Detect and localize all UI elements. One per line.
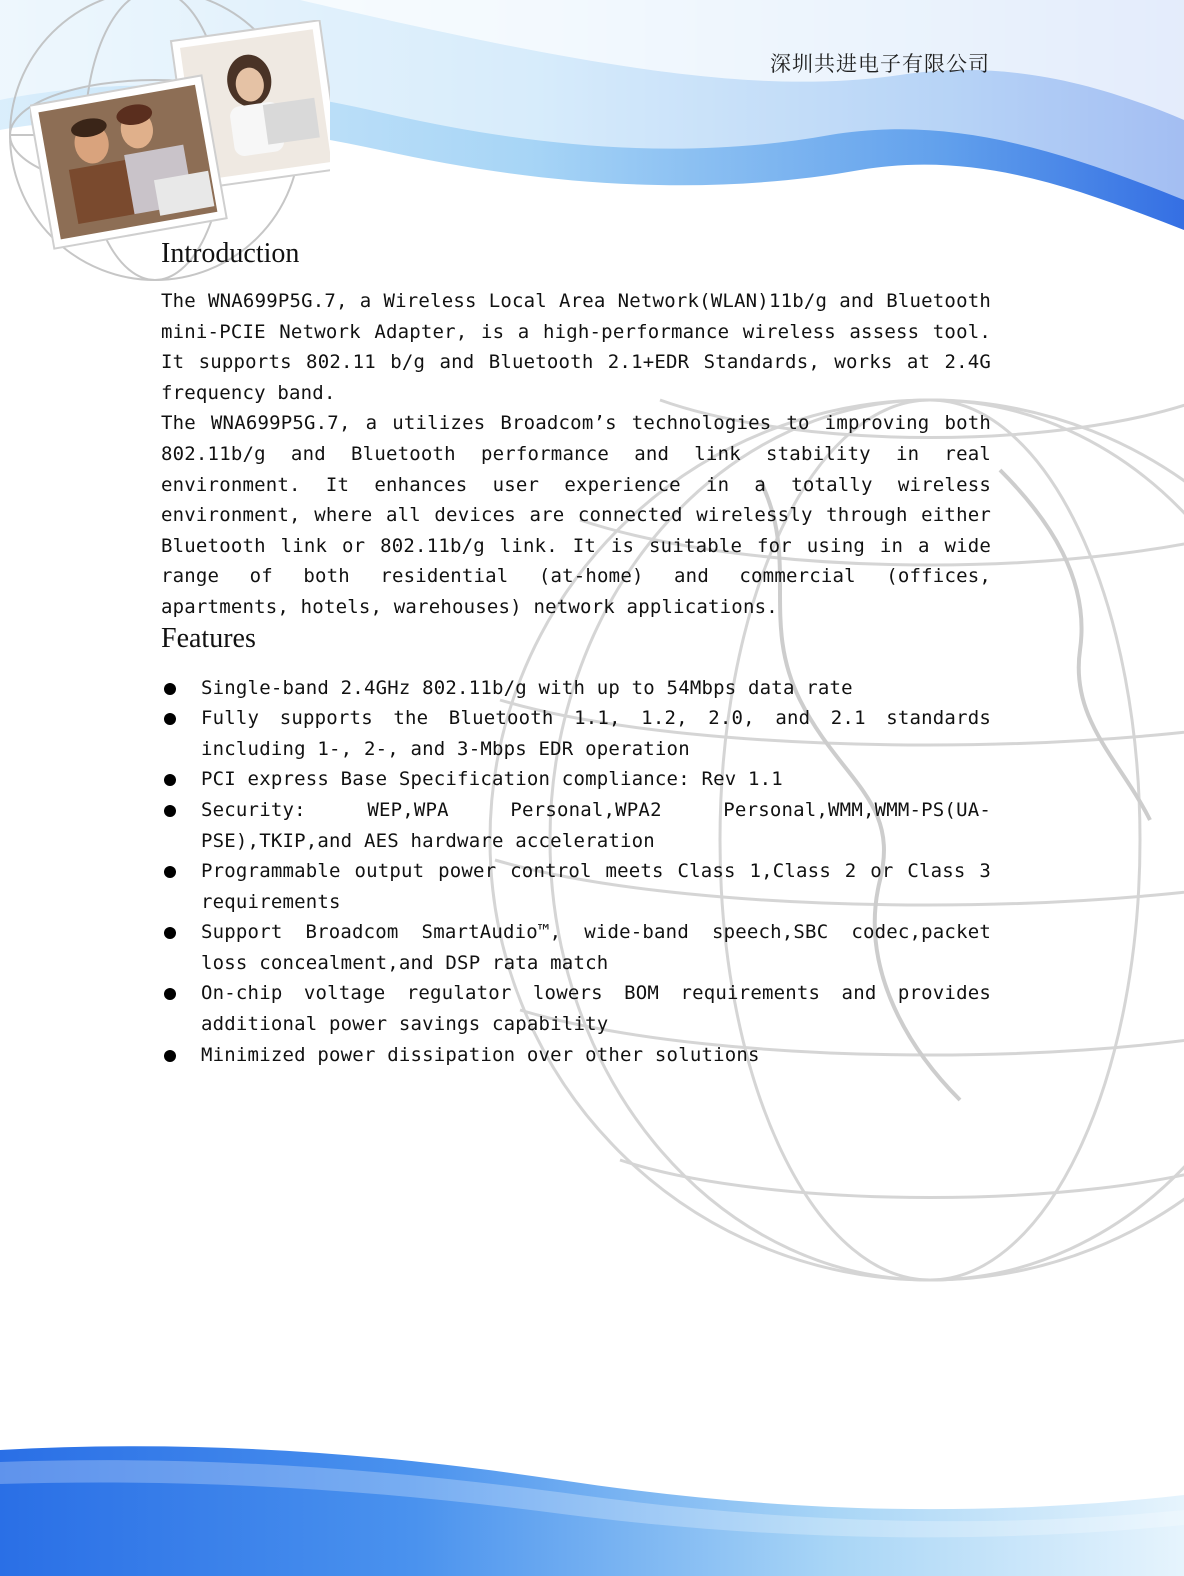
features-list: [161, 673, 991, 1071]
feature-text: Security: WEP,WPA Personal,WPA2 Personal,WMM,WMM-PS(UA-PSE),TKIP,and AES hardware acceleration: [201, 798, 991, 852]
feature-text: PCI express Base Specification compliance: Rev 1.1: [201, 768, 783, 791]
list-item: [161, 978, 991, 1039]
intro-paragraph-1: The WNA699P5G.7, a Wireless Local Area Network(WLAN)11b/g and Bluetooth mini-PCIE Network Adapter, is a high-performance wireless assess tool. It supports 802.11 b/g and Bluetooth 2.1+EDR Standards, works at 2.4G frequency band.: [161, 290, 991, 404]
bullet-icon: [164, 713, 176, 725]
list-item: [161, 917, 991, 978]
bottom-wave-band: [0, 1446, 1184, 1576]
list-item: [161, 764, 991, 795]
document-content: [161, 238, 991, 1070]
feature-text: Single-band 2.4GHz 802.11b/g with up to 54Mbps data rate: [201, 676, 853, 699]
feature-text: Fully supports the Bluetooth 1.1, 1.2, 2.0, and 2.1 standards including 1-, 2-, and 3-Mbps EDR operation: [201, 707, 991, 760]
bullet-icon: [164, 774, 176, 786]
bullet-icon: [164, 683, 176, 695]
features-section: [161, 623, 991, 1071]
feature-text: Support Broadcom SmartAudio™, wide-band speech,SBC codec,packet loss concealment,and DSP rata match: [201, 921, 991, 974]
introduction-heading: Introduction: [161, 238, 300, 269]
feature-text: Programmable output power control meets Class 1,Class 2 or Class 3 requirements: [201, 860, 991, 913]
intro-paragraph-2: The WNA699P5G.7, a utilizes Broadcom’s technologies to improving both 802.11b/g and Bluetooth performance and link stability in real environment. It enhances user experience in a totally wireless environment, where all devices are connected wirelessly through either Bluetooth link or 802.11b/g link. It is suitable for using in a wide range of both residential (at-home) and commercial (offices, apartments, hotels, warehouses) network applications.: [161, 412, 991, 618]
company-name: 深圳共进电子有限公司: [770, 52, 990, 76]
list-item: [161, 703, 991, 764]
list-item: [161, 1040, 991, 1071]
feature-text: On-chip voltage regulator lowers BOM requirements and provides additional power savings capability: [201, 982, 991, 1036]
bullet-icon: [164, 988, 176, 1000]
bullet-icon: [164, 866, 176, 878]
bullet-icon: [164, 805, 176, 817]
list-item: [161, 795, 991, 856]
feature-text: Minimized power dissipation over other solutions: [201, 1043, 760, 1066]
bullet-icon: [164, 927, 176, 939]
photo-couple-laptop: [30, 75, 227, 248]
list-item: [161, 856, 991, 917]
header-photos: [30, 20, 330, 250]
list-item: [161, 673, 991, 704]
introduction-section: [161, 238, 991, 623]
features-heading: Features: [161, 622, 256, 654]
bullet-icon: [164, 1050, 176, 1062]
